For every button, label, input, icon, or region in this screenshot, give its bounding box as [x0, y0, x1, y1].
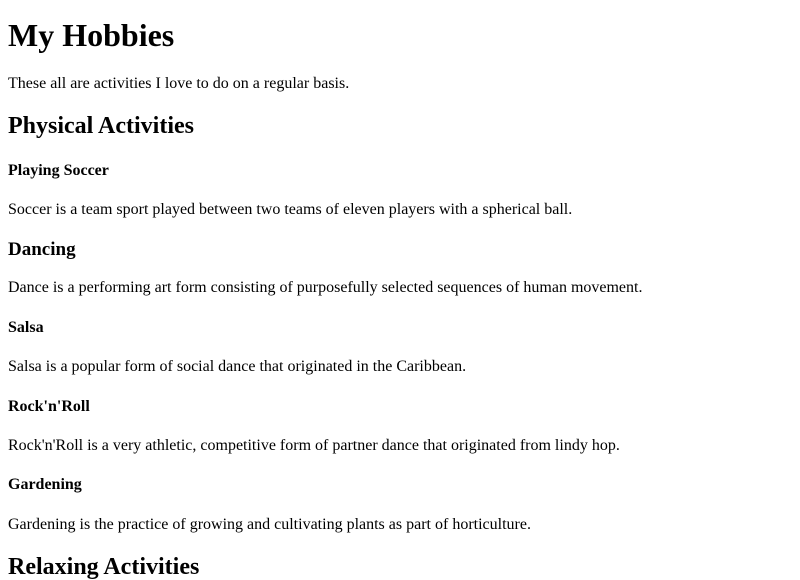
- hobby-heading-playing-soccer: Playing Soccer: [8, 161, 109, 179]
- hobby-heading-rocknroll: Rock'n'Roll: [8, 397, 90, 415]
- intro-paragraph: These all are activities I love to do on a regular basis.: [8, 74, 350, 92]
- hobby-heading-dancing: Dancing: [8, 238, 76, 260]
- section-heading-relaxing-activities: Relaxing Activities: [8, 554, 200, 580]
- page-title: My Hobbies: [8, 17, 175, 53]
- hobby-heading-salsa: Salsa: [8, 318, 44, 336]
- hobby-heading-gardening: Gardening: [8, 476, 82, 494]
- hobby-description-rocknroll: Rock'n'Roll is a very athletic, competitive form of partner dance that originated from lindy hop.: [8, 436, 620, 454]
- section-heading-physical-activities: Physical Activities: [8, 113, 194, 140]
- hobby-description-gardening: Gardening is the practice of growing and cultivating plants as part of horticulture.: [8, 515, 531, 533]
- hobby-description-dancing: Dance is a performing art form consisting of purposefully selected sequences of human movement.: [8, 279, 643, 297]
- hobby-description-salsa: Salsa is a popular form of social dance that originated in the Caribbean.: [8, 358, 467, 376]
- hobby-description-playing-soccer: Soccer is a team sport played between two teams of eleven players with a spherical ball.: [8, 201, 573, 219]
